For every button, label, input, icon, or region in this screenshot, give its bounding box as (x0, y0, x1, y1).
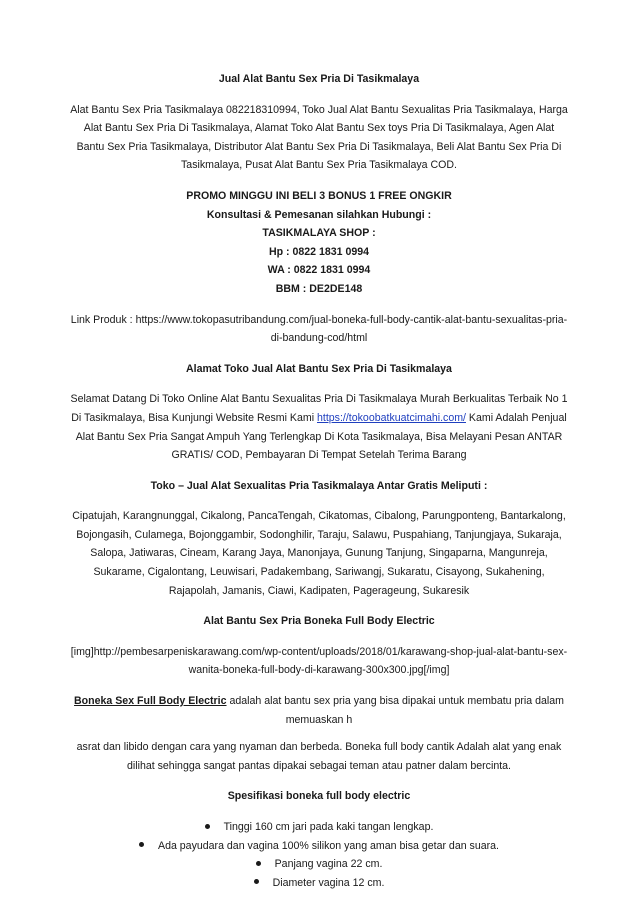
list-item-text: Ada payudara dan vagina 100% silikon yang aman bisa getar dan suara. (158, 839, 499, 852)
list-item (70, 837, 568, 856)
boneka-heading: Alat Bantu Sex Pria Boneka Full Body Electric (203, 615, 435, 628)
image-placeholder-text: [img]http://pembesarpeniskarawang.com/wp-content/uploads/2018/01/karawang-shop-jual-alat-bantu-sex-wanita-boneka-full-body-di-karawang-300x300.jpg[/img] (70, 645, 568, 677)
bullet-icon (205, 824, 210, 829)
boneka-product-name: Boneka Sex Full Body Electric (74, 695, 227, 708)
list-item (70, 818, 568, 837)
list-item (70, 874, 568, 893)
bullet-icon (256, 861, 261, 866)
bullet-icon (139, 842, 144, 847)
alamat-heading: Alamat Toko Jual Alat Bantu Sex Pria Di Tasikmalaya (186, 362, 452, 375)
boneka-description (70, 692, 568, 729)
product-link-text: Link Produk : https://www.tokopasutribandung.com/jual-boneka-full-body-cantik-alat-bantu-sexualitas-pria-di-bandung-cod/html (70, 313, 568, 345)
intro-paragraph: Alat Bantu Sex Pria Tasikmalaya 082218310994, Toko Jual Alat Bantu Sexualitas Pria Tasikmalaya, Harga Alat Bantu Sex Pria Di Tasikmalaya, Alamat Toko Alat Bantu Sex toys Pria Di Tasikmalaya, Agen Alat Bantu Sex Pria Tasikmalaya, Distributor Alat Bantu Sex Pria Di Tasikmalaya, Beli Alat Bantu Sex Pria Di Tasikmalaya, Pusat Alat Bantu Sex Pria Tasikmalaya COD. (70, 103, 568, 172)
toko-heading: Toko – Jual Alat Sexualitas Pria Tasikmalaya Antar Gratis Meliputi : (150, 479, 488, 492)
list-item-text: Panjang vagina 22 cm. (274, 858, 383, 871)
boneka-description-rest: adalah alat bantu sex pria yang bisa dipakai untuk membatu pria dalam memuaskan h (226, 695, 564, 726)
document-title: Jual Alat Bantu Sex Pria Di Tasikmalaya (218, 73, 420, 85)
bbm-pin: BBM : DE2DE148 (275, 282, 363, 295)
promo-block (70, 187, 568, 299)
service-area-list: Cipatujah, Karangnunggal, Cikalong, PancaTengah, Cikatomas, Cibalong, Parungponteng, Bantarkalong, Bojongasih, Culamega, Bojonggambir, Sodonghilir, Taraju, Salawu, Puspahiang, Tanjungjaya, Sukaraja, Salopa, Jatiwaras, Cineam, Karang Jaya, Manonjaya, Gunung Tanjung, Singaparna, Mangunreja, Sukarame, Cigalontang, Leuwisari, Padakembang, Sariwangj, Sukaratu, Cisayong, Sukahening, Rajapolah, Jamanis, Ciawi, Kadipaten, Pagerageung, Sukaresik (72, 510, 566, 597)
asrat-paragraph: asrat dan libido dengan cara yang nyaman dan berbeda. Boneka full body cantik Adalah alat yang enak dilihat sehingga sangat pantas dipakai sebagai teman atau patner dalam bercinta. (76, 741, 562, 772)
spesifikasi-heading: Spesifikasi boneka full body electric (227, 790, 411, 803)
bullet-icon (254, 879, 259, 884)
alamat-paragraph (70, 390, 568, 464)
document-page (70, 70, 568, 892)
phone-number: Hp : 0822 1831 0994 (268, 245, 370, 258)
alamat-text-after: Kami Adalah Penjual Alat Bantu Sex Pria Sangat Ampuh Yang Terlengkap Di Kota Tasikmalaya, Bisa Melayani Pesan ANTAR GRATIS/ COD, Pembayaran Di Tempat Setelah Terima Barang (75, 411, 567, 462)
contact-heading: Konsultasi & Pemesanan silahkan Hubungi : (206, 208, 432, 221)
spesifikasi-list (70, 818, 568, 892)
list-item (70, 855, 568, 874)
list-item-text: Diameter vagina 12 cm. (272, 876, 385, 889)
promo-line: PROMO MINGGU INI BELI 3 BONUS 1 FREE ONGKIR (186, 189, 452, 202)
whatsapp-number: WA : 0822 1831 0994 (267, 264, 371, 277)
alamat-text-before: Selamat Datang Di Toko Online Alat Bantu Sexualitas Pria Di Tasikmalaya Murah Berkualitas Terbaik No 1 Di Tasikmalaya, Bisa Kunjungi Website Resmi Kami (70, 393, 568, 424)
list-item-text: Tinggi 160 cm jari pada kaki tangan lengkap. (223, 821, 434, 833)
website-link[interactable]: https://tokoobatkuatcimahi.com/ (317, 411, 466, 424)
shop-name: TASIKMALAYA SHOP : (262, 227, 376, 240)
